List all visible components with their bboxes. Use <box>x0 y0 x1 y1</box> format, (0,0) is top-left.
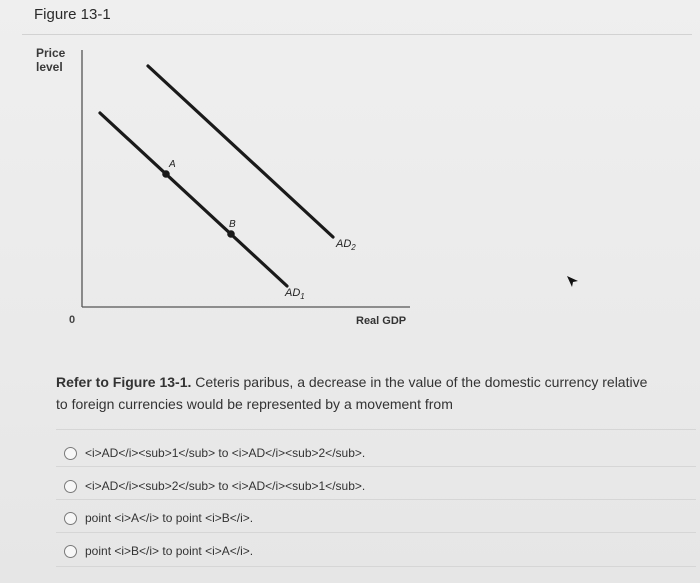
point-b-label: B <box>229 219 236 230</box>
ad2-label: $AD_2$ <box>336 238 356 252</box>
options-divider <box>56 429 696 430</box>
radio-button[interactable] <box>64 545 77 558</box>
point-a-label: A <box>169 159 176 170</box>
option-divider <box>56 499 696 500</box>
ad1-curve <box>100 113 287 286</box>
origin-label: 0 <box>69 314 76 326</box>
option-divider <box>56 566 696 567</box>
ad2-curve <box>148 66 333 237</box>
answer-option-1[interactable] <box>64 443 365 463</box>
question-text <box>56 371 656 415</box>
y-axis-label: Price level <box>36 46 66 74</box>
option-divider <box>56 532 696 533</box>
radio-button[interactable] <box>64 480 77 493</box>
point-b-marker <box>227 230 235 238</box>
mouse-cursor-icon <box>566 275 580 289</box>
answer-option-2[interactable] <box>64 476 365 496</box>
option-divider <box>56 466 696 467</box>
figure-title: Figure 13-1 <box>34 6 111 23</box>
answer-option-4[interactable] <box>64 541 253 561</box>
radio-button[interactable] <box>64 512 77 525</box>
ad1-label: $AD_1$ <box>285 287 305 301</box>
answer-option-label: <i>AD</i><sub>1</sub> to <i>AD</i><sub>2</sub>. <box>85 446 366 460</box>
radio-button[interactable] <box>64 447 77 460</box>
answer-option-label: <i>AD</i><sub>2</sub> to <i>AD</i><sub>1</sub>. <box>85 479 366 493</box>
point-a-marker <box>162 170 170 178</box>
answer-option-3[interactable] <box>64 508 253 528</box>
question-refer: Refer to Figure 13-1. <box>56 374 192 390</box>
x-axis-label: Real GDP <box>356 315 407 327</box>
answer-option-label: point <i>A</i> to point <i>B</i>. <box>85 511 254 525</box>
question-body: Ceteris paribus, a decrease in the value of the domestic currency relative to foreign currencies would be represented by a movement from <box>56 374 648 412</box>
answer-option-label: point <i>B</i> to point <i>A</i>. <box>85 544 254 558</box>
